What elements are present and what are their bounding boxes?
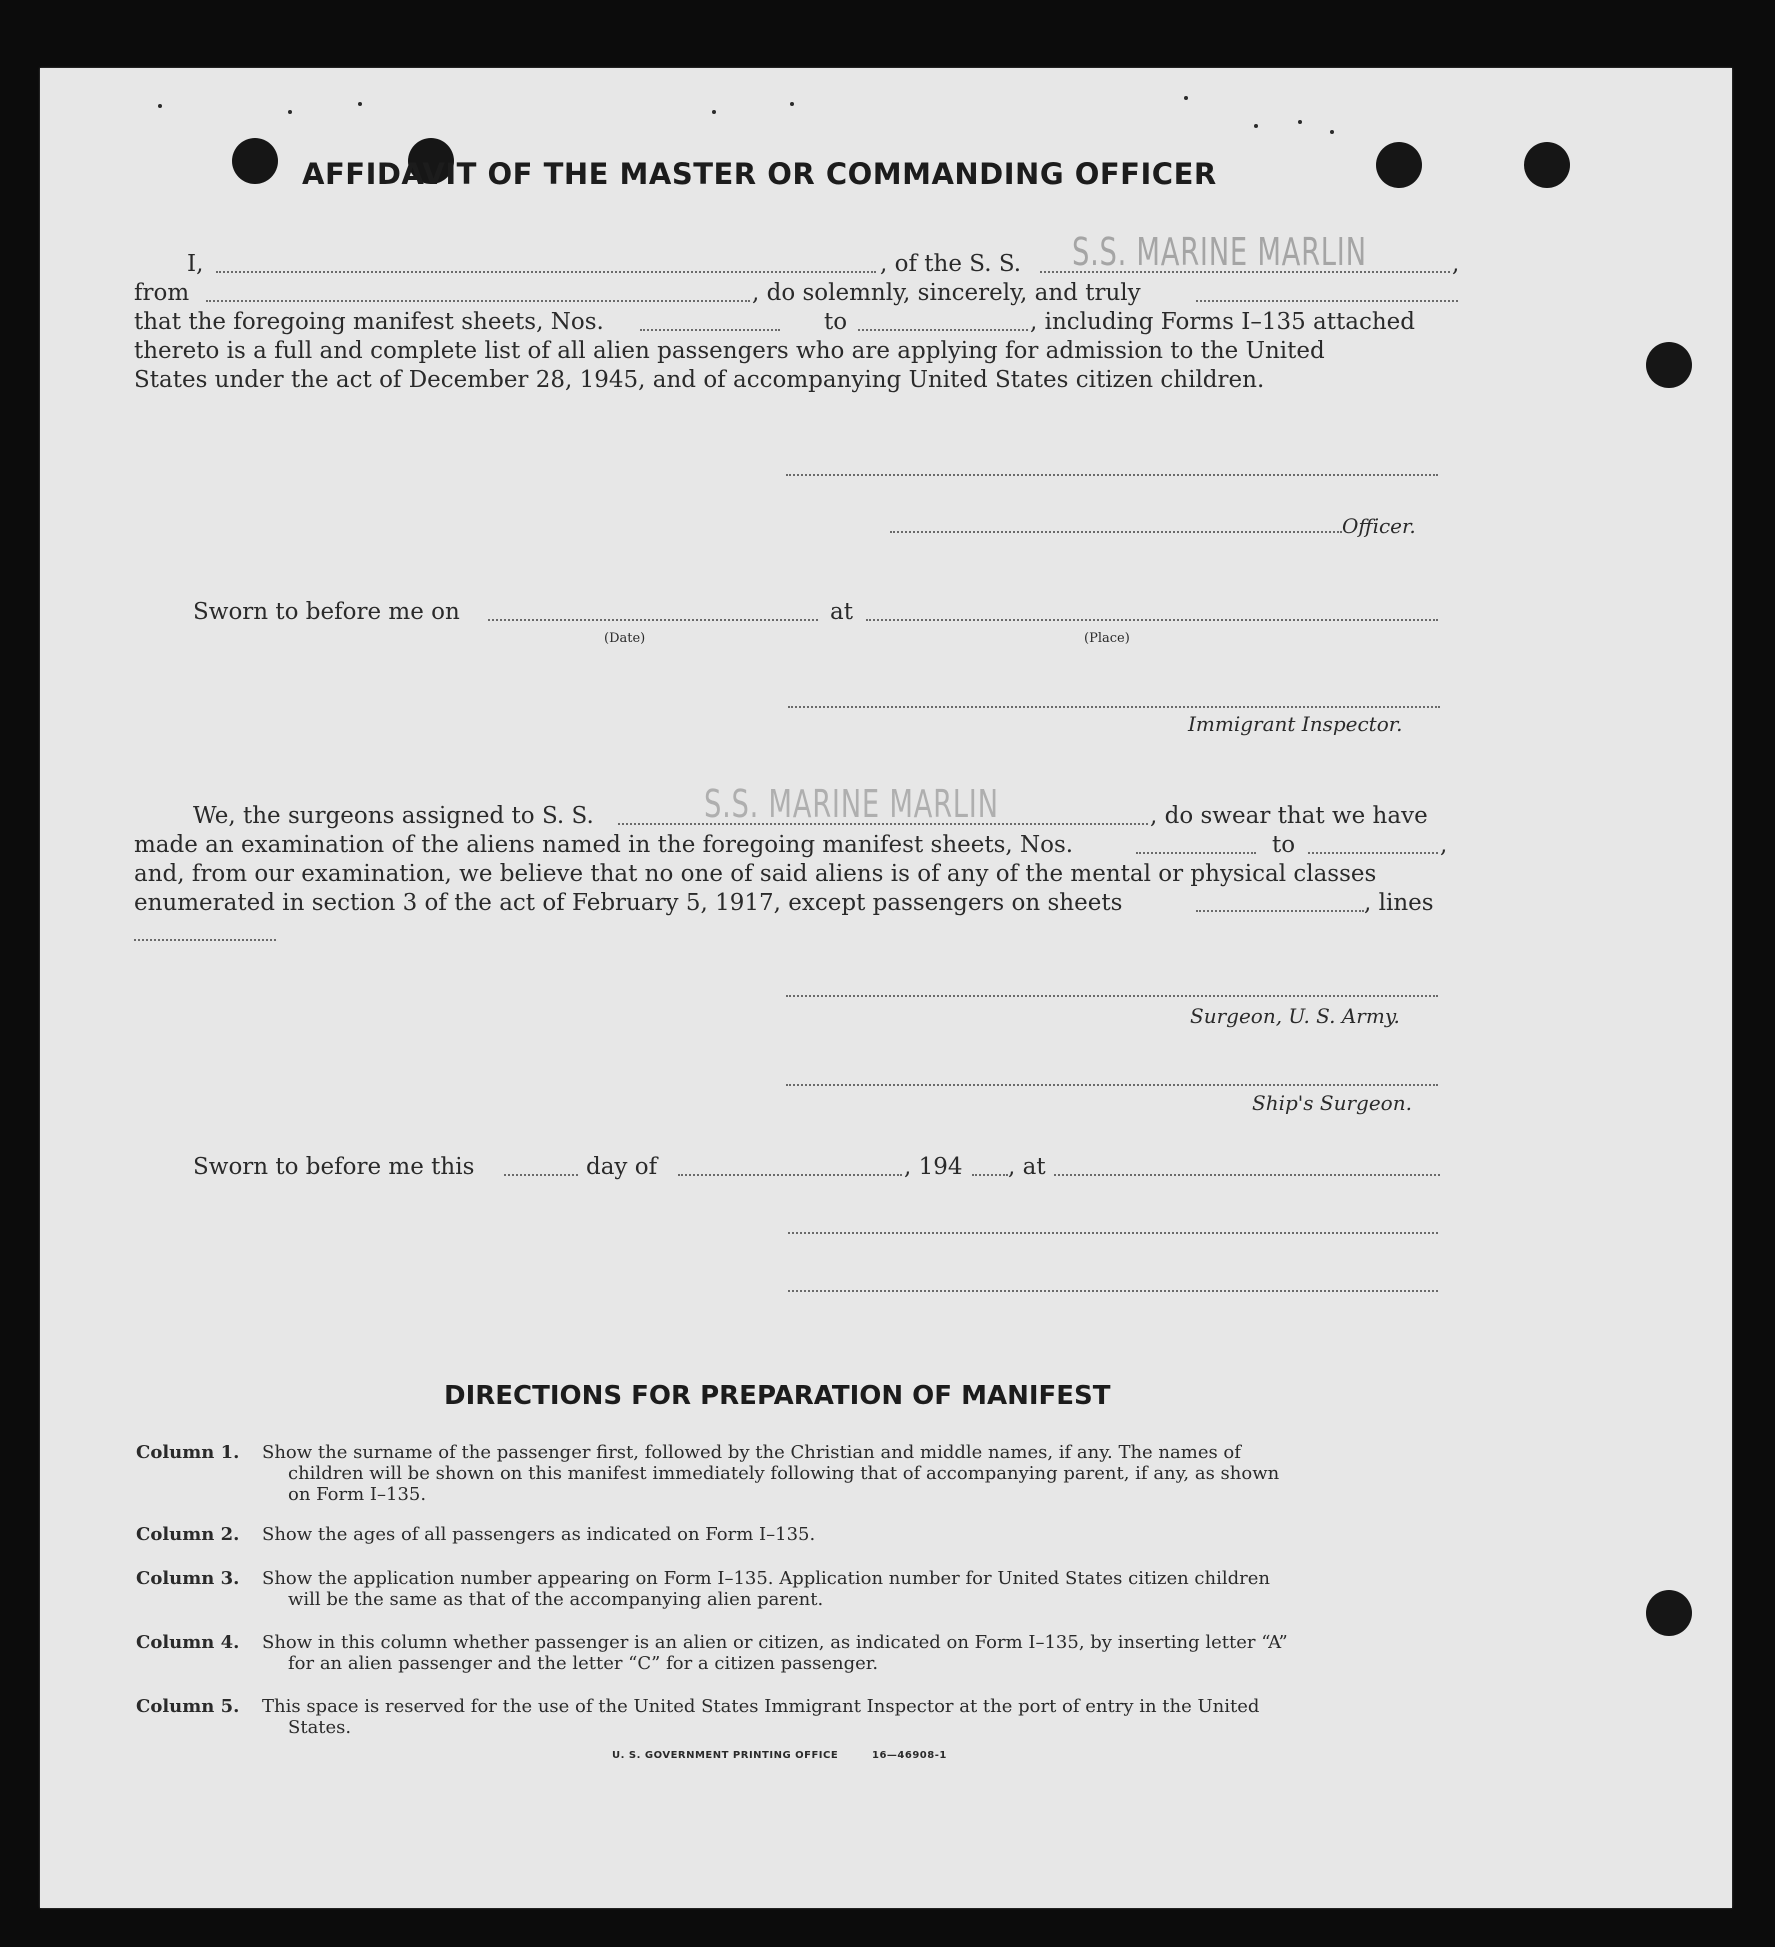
affidavit-from: from	[134, 280, 190, 306]
dust-speck	[712, 110, 716, 114]
column-5-text	[262, 1696, 1446, 1738]
affidavit-line1-end: ,	[1452, 251, 1460, 277]
dust-speck	[1330, 130, 1334, 134]
surgeons-sheet-from-blank	[1136, 852, 1256, 854]
column-5-label: Column 5.	[136, 1696, 240, 1717]
surgeons-line1-start: We, the surgeons assigned to S. S.	[193, 803, 594, 829]
column-4-line: for an alien passenger and the letter “C” for a citizen passenger.	[288, 1653, 879, 1674]
affidavit-title: AFFIDAVIT OF THE MASTER OR COMMANDING OFFICER	[302, 157, 1217, 191]
dust-speck	[1184, 96, 1188, 100]
dust-speck	[288, 110, 292, 114]
inspector-label: Immigrant Inspector.	[1188, 712, 1403, 736]
surgeons-ship-stamp: S.S. MARINE MARLIN	[704, 782, 999, 826]
affidavit-line3-start: that the foregoing manifest sheets, Nos.	[134, 309, 604, 335]
year-text: , 194	[904, 1154, 963, 1180]
officer-title-line	[890, 531, 1342, 533]
sworn-day-blank	[504, 1174, 578, 1176]
officer-signature-line	[786, 474, 1438, 476]
column-4-line: Show in this column whether passenger is an alien or citizen, as indicated on Form I–135, by inserting letter “A”	[262, 1632, 1288, 1653]
surgeons-line3: and, from our examination, we believe that no one of said aliens is of any of the mental or physical classes	[134, 861, 1377, 887]
column-4-text	[262, 1632, 1446, 1674]
document-page	[40, 68, 1732, 1908]
surgeons-line4-start: enumerated in section 3 of the act of February 5, 1917, except passengers on sheets	[134, 890, 1123, 916]
sworn-month-blank	[678, 1174, 902, 1176]
except-lines-blank	[134, 939, 276, 941]
inspector-signature-line	[788, 706, 1440, 708]
officer-name-blank	[216, 271, 876, 273]
affidavit-line3-to: to	[824, 309, 848, 335]
column-4-label: Column 4.	[136, 1632, 240, 1653]
surgeons-line2-to: to	[1272, 832, 1296, 858]
affidavit-i: I,	[187, 251, 204, 277]
affidavit-line4: thereto is a full and complete list of all alien passengers who are applying for admission to the United	[134, 338, 1325, 364]
ship-name-stamp: S.S. MARINE MARLIN	[1072, 230, 1367, 274]
dust-speck	[790, 102, 794, 106]
sheet-to-blank	[858, 329, 1028, 331]
form-number: 16—46908-1	[872, 1750, 947, 1761]
oath-blank	[1196, 300, 1458, 302]
column-1-line: children will be shown on this manifest immediately following that of accompanying parent, if any, as shown	[288, 1463, 1280, 1484]
port-from-blank	[206, 300, 750, 302]
ship-surgeon-signature-line	[786, 1084, 1438, 1086]
inspector-title-line-2	[788, 1290, 1438, 1292]
column-2-text	[262, 1524, 1446, 1545]
punch-hole	[1376, 142, 1422, 188]
column-1-line: on Form I–135.	[288, 1484, 427, 1505]
affidavit-line3-end: , including Forms I–135 attached	[1030, 309, 1415, 335]
dust-speck	[1254, 124, 1258, 128]
sworn-at-text-2: , at	[1008, 1154, 1046, 1180]
column-1-text	[262, 1442, 1446, 1505]
dust-speck	[1298, 120, 1302, 124]
affidavit-solemn: , do solemnly, sincerely, and truly	[752, 280, 1141, 306]
column-5-line: States.	[288, 1717, 352, 1738]
punch-hole	[1524, 142, 1570, 188]
army-surgeon-label: Surgeon, U. S. Army.	[1190, 1004, 1400, 1028]
punch-hole	[1646, 342, 1692, 388]
sworn-on-text: Sworn to before me on	[193, 599, 460, 625]
column-2-label: Column 2.	[136, 1524, 240, 1545]
column-5-line: This space is reserved for the use of the United States Immigrant Inspector at the port of entry in the United	[262, 1696, 1260, 1717]
sworn-at-text: at	[830, 599, 853, 625]
column-3-line: will be the same as that of the accompanying alien parent.	[288, 1589, 824, 1610]
surgeons-line2-start: made an examination of the aliens named in the foregoing manifest sheets, Nos.	[134, 832, 1074, 858]
sworn-place-blank	[866, 619, 1438, 621]
directions-title: DIRECTIONS FOR PREPARATION OF MANIFEST	[444, 1381, 1111, 1411]
day-of-text: day of	[586, 1154, 658, 1180]
army-surgeon-signature-line	[786, 995, 1438, 997]
surgeons-line1-end: , do swear that we have	[1150, 803, 1428, 829]
affidavit-of-ss: , of the S. S.	[880, 251, 1022, 277]
inspector-signature-line-2	[788, 1232, 1438, 1234]
surgeons-line4-end: , lines	[1364, 890, 1434, 916]
sheet-from-blank	[640, 329, 780, 331]
ship-surgeon-label: Ship's Surgeon.	[1252, 1091, 1412, 1115]
column-2-line: Show the ages of all passengers as indicated on Form I–135.	[262, 1524, 816, 1545]
affidavit-line5: States under the act of December 28, 1945, and of accompanying United States citizen children.	[134, 367, 1265, 393]
sworn-date-blank	[488, 619, 818, 621]
punch-hole	[1646, 1590, 1692, 1636]
column-3-line: Show the application number appearing on Form I–135. Application number for United States citizen children	[262, 1568, 1270, 1589]
column-1-label: Column 1.	[136, 1442, 240, 1463]
punch-hole	[232, 138, 278, 184]
sworn-this-text: Sworn to before me this	[193, 1154, 475, 1180]
dust-speck	[358, 102, 362, 106]
column-3-text	[262, 1568, 1446, 1610]
except-sheets-blank	[1196, 910, 1364, 912]
column-3-label: Column 3.	[136, 1568, 240, 1589]
sworn-place-blank-2	[1054, 1174, 1440, 1176]
column-1-line: Show the surname of the passenger first, followed by the Christian and middle names, if any. The names of	[262, 1442, 1241, 1463]
date-caption: (Date)	[604, 631, 646, 646]
printer-imprint: U. S. GOVERNMENT PRINTING OFFICE	[612, 1750, 839, 1761]
dust-speck	[158, 104, 162, 108]
officer-label: Officer.	[1342, 514, 1416, 538]
sworn-year-blank	[972, 1174, 1008, 1176]
surgeons-sheet-to-blank	[1308, 852, 1438, 854]
surgeons-line2-end: ,	[1440, 832, 1448, 858]
place-caption: (Place)	[1084, 631, 1130, 646]
